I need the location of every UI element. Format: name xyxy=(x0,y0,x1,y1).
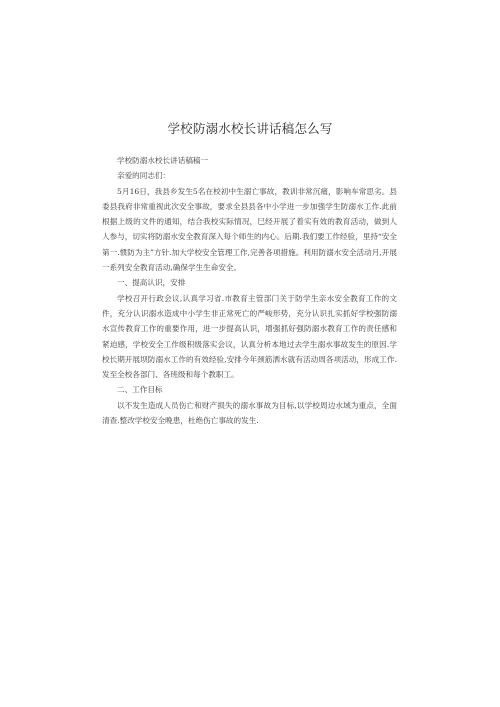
paragraph-1: 5月16日，我县乡发生5名在校初中生溺亡事故，教训非常沉痛，影响车常思劣。县委县我府非常重视此次安全事故，要求全县县各中小学进一步加强学生防溺水工作.此前根据上级的文件的通知，结合我校实际情况，巳经开展了着实有效的教育活动，做到人人参与，切实将防溺水安全教育深入每个师生的内心。后期.我们要工作经验，里持“安全第一.惯防为主”方针.加大学校安全管理工作,完善各项措施。利用防溺水安全活动月,开展一系列安全教育活动,确保学生生命安全。 xyxy=(102,186,397,273)
document-body xyxy=(102,153,397,428)
document-title: 学校防溺水校长讲话稿怎么写 xyxy=(167,121,333,136)
greeting: 亲爱的同志们： xyxy=(117,171,171,181)
paragraph-3: 以不发生造成人员伤亡和财产损失的溺水事故为目标,以学校周边水域为重点，全面清查.整改学校安全晚患，杜绝伤亡事故的发生. xyxy=(102,400,397,426)
section-heading-2: 二、工作目标 xyxy=(117,385,163,395)
section-heading-1: 一、提高认识，安排 xyxy=(117,278,186,288)
document-subtitle: 学校防溺水校长讲话稿稿一 xyxy=(117,156,209,165)
paragraph-2: 学校召开行政会议,认真学习省.市教育主管部门关于防学生亲水安全教育工作的文件，充分认识溺水造成中小学生非正常死亡的严峻形势，充分认识扎实抓好学校强防溺水宣传教育工作的重要作用，进一步提高认识，增强抓好强防溺水教育工作的责任感和紧迫感，学校安全工作级积级落实会议，认真分析本地过去学生溺水事故发生的原因.学校长期开展坝防溺水工作的有效经验,安排今年颈筋洒水就有活动周各项活动，形成工作.发至全校各部门、各班级和每个教职工。 xyxy=(102,293,397,380)
